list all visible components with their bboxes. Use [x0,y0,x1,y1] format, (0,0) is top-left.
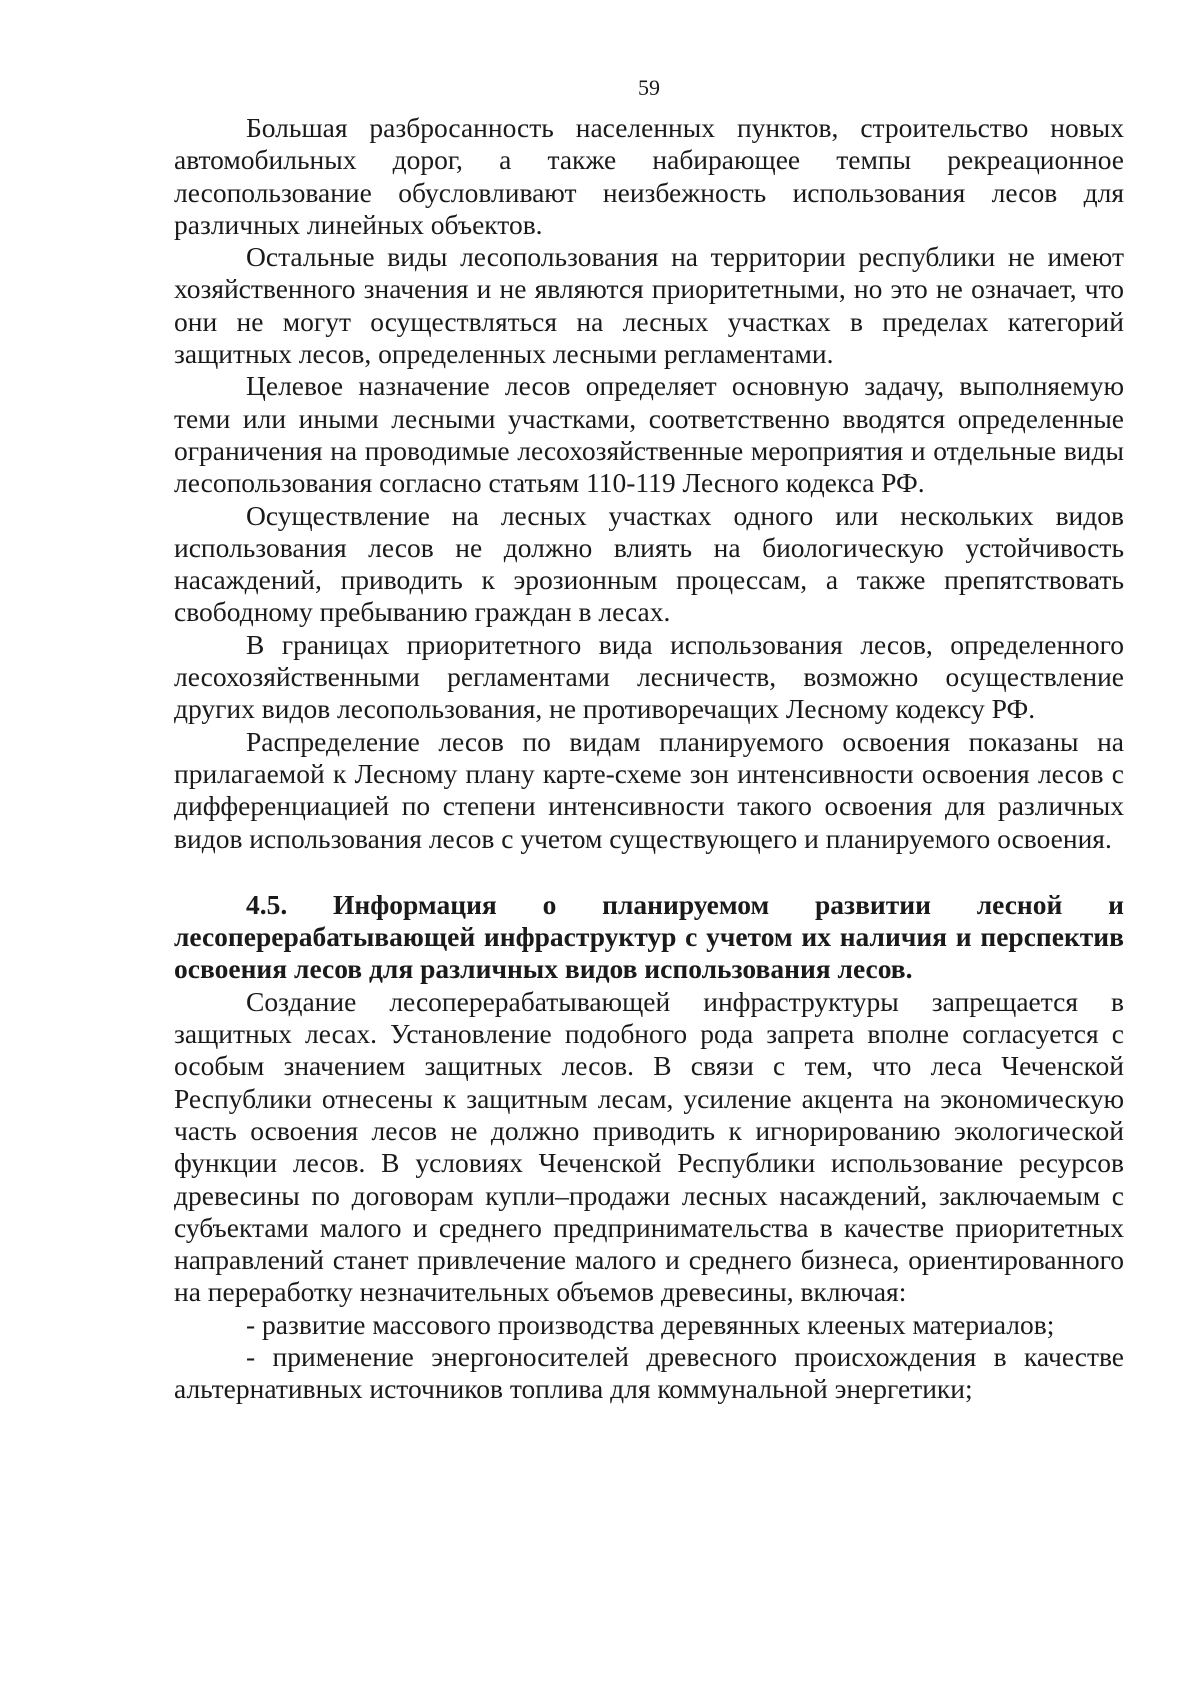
paragraph-priority-use: В границах приоритетного вида использования лесов, определенного лесохозяйственными регламентами лесничеств, возможно осуществление других видов лесопользования, не противоречащих Лесному кодексу РФ. [174,628,1124,725]
paragraph-distribution: Распределение лесов по видам планируемого освоения показаны на прилагаемой к Лесному плану карте-схеме зон интенсивности освоения лесов с дифференциацией по степени интенсивности такого освоения для различных видов использования лесов с учетом существующего и планируемого освоения. [174,725,1124,854]
paragraph-sustainability: Осуществление на лесных участках одного или нескольких видов использования лесов не должно влиять на биологическую устойчивость насаждений, приводить к эрозионным процессам, а также препятствовать свободному пребыванию граждан в лесах. [174,499,1124,628]
paragraph-other-uses: Остальные виды лесопользования на территории республики не имеют хозяйственного значения и не являются приоритетными, но это не означает, что они не могут осуществляться на лесных участках в пределах категорий защитных лесов, определенных лесными регламентами. [174,241,1124,370]
paragraph-linear-objects: Большая разбросанность населенных пунктов, строительство новых автомобильных дорог, а также набирающее темпы рекреационное лесопользование обусловливают неизбежность использования лесов для различных линейных объектов. [174,112,1124,240]
section-heading: 4.5. Информация о планируемом развитии лесной и лесоперерабатывающей инфраструктур с учетом их наличия и перспектив освоения лесов для различных видов использования лесов. [174,888,1124,985]
paragraph-infrastructure: Создание лесоперерабатывающей инфраструктуры запрещается в защитных лесах. Установление подобного рода запрета вполне согласуется с особым значением защитных лесов. В связи с тем, что леса Чеченской Республики отнесены к защитным лесам, усиление акцента на экономическую часть освоения лесов не должно приводить к игнорированию экологической функции лесов. В условиях Чеченской Республики использование ресурсов древесины по договорам купли–продажи лесных насаждений, заключаемым с субъектами малого и среднего предпринимательства в качестве приоритетных направлений станет привлечение малого и среднего бизнеса, ориентированного на переработку незначительных объемов древесины, включая: [174,985,1124,1308]
section-gap [174,855,1124,889]
paragraph-target-purpose: Целевое назначение лесов определяет основную задачу, выполняемую теми или иными лесными участками, соответственно вводятся определенные ограничения на проводимые лесохозяйственные мероприятия и отдельные виды лесопользования согласно статьям 110-119 Лесного кодекса РФ. [174,370,1124,499]
list-item-glued-materials: - развитие массового производства деревянных клееных материалов; [246,1308,1055,1340]
document-page [174,72,1124,1406]
list-item-energy-sources: - применение энергоносителей древесного происхождения в качестве альтернативных источников топлива для коммунальной энергетики; [174,1340,1124,1405]
page-number: 59 [638,75,660,100]
